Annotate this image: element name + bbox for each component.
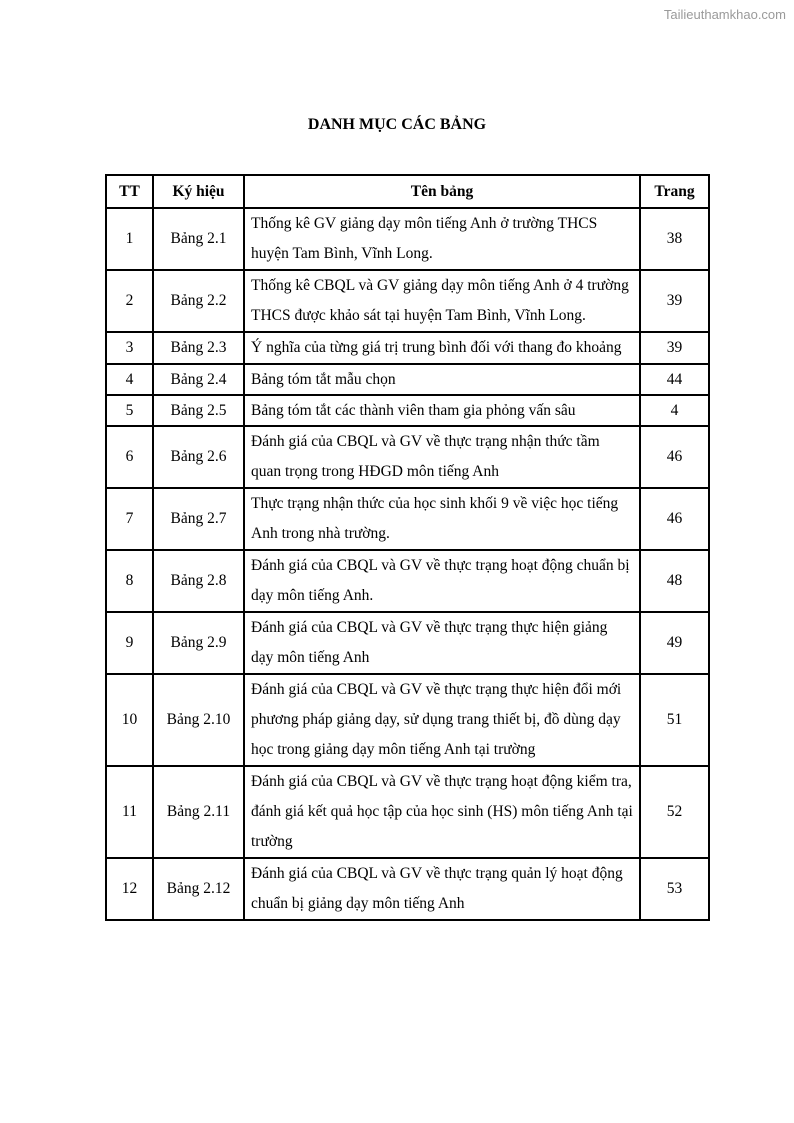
row-page: 53 [641,859,710,921]
table-row [107,551,710,613]
row-page: 44 [641,365,710,396]
row-tt: 10 [107,675,154,767]
row-tt: 5 [107,396,154,427]
row-tt: 3 [107,333,154,365]
row-page: 39 [641,333,710,365]
table-row [107,427,710,489]
row-tt: 9 [107,613,154,675]
table-row [107,396,710,427]
row-page: 48 [641,551,710,613]
row-page: 52 [641,767,710,859]
row-symbol: Bảng 2.6 [154,427,245,489]
row-page: 51 [641,675,710,767]
table-row [107,489,710,551]
row-page: 46 [641,489,710,551]
table-of-tables [105,174,710,921]
table-row [107,859,710,921]
row-name: Bảng tóm tắt mẫu chọn [245,365,641,396]
row-name: Thống kê CBQL và GV giảng dạy môn tiếng Anh ở 4 trường THCS được khảo sát tại huyện Tam Bình, Vĩnh Long. [245,271,641,333]
table-row [107,675,710,767]
row-symbol: Bảng 2.1 [154,209,245,271]
row-tt: 1 [107,209,154,271]
page-title: DANH MỤC CÁC BẢNG [307,116,487,133]
row-page: 49 [641,613,710,675]
row-name: Bảng tóm tắt các thành viên tham gia phỏng vấn sâu [245,396,641,427]
row-symbol: Bảng 2.11 [154,767,245,859]
row-symbol: Bảng 2.9 [154,613,245,675]
row-symbol: Bảng 2.2 [154,271,245,333]
row-symbol: Bảng 2.10 [154,675,245,767]
table-row [107,333,710,365]
row-tt: 12 [107,859,154,921]
row-name: Đánh giá của CBQL và GV về thực trạng nhận thức tầm quan trọng trong HĐGD môn tiếng Anh [245,427,641,489]
table-row [107,365,710,396]
row-name: Đánh giá của CBQL và GV về thực trạng hoạt động chuẩn bị dạy môn tiếng Anh. [245,551,641,613]
row-tt: 7 [107,489,154,551]
row-page: 39 [641,271,710,333]
row-name: Đánh giá của CBQL và GV về thực trạng thực hiện đổi mới phương pháp giảng dạy, sử dụng trang thiết bị, đồ dùng dạy học trong giảng dạy môn tiếng Anh tại trường [245,675,641,767]
header-name: Tên bảng [245,176,641,209]
row-name: Thống kê GV giảng dạy môn tiếng Anh ở trường THCS huyện Tam Bình, Vĩnh Long. [245,209,641,271]
table-row [107,271,710,333]
row-page: 38 [641,209,710,271]
row-name: Đánh giá của CBQL và GV về thực trạng thực hiện giảng dạy môn tiếng Anh [245,613,641,675]
row-tt: 4 [107,365,154,396]
row-name: Đánh giá của CBQL và GV về thực trạng quản lý hoạt động chuẩn bị giảng dạy môn tiếng Anh [245,859,641,921]
table-row [107,767,710,859]
row-name: Đánh giá của CBQL và GV về thực trạng hoạt động kiểm tra, đánh giá kết quả học tập của học sinh (HS) môn tiếng Anh tại trường [245,767,641,859]
row-tt: 6 [107,427,154,489]
row-page: 4 [641,396,710,427]
header-symbol: Ký hiệu [154,176,245,209]
row-symbol: Bảng 2.12 [154,859,245,921]
row-symbol: Bảng 2.7 [154,489,245,551]
row-name: Ý nghĩa của từng giá trị trung bình đối với thang đo khoảng [245,333,641,365]
row-page: 46 [641,427,710,489]
table-row [107,613,710,675]
row-symbol: Bảng 2.8 [154,551,245,613]
row-name: Thực trạng nhận thức của học sinh khối 9 về việc học tiếng Anh trong nhà trường. [245,489,641,551]
watermark: Tailieuthamkhao.com [663,7,786,22]
row-tt: 2 [107,271,154,333]
header-page: Trang [641,176,710,209]
row-symbol: Bảng 2.5 [154,396,245,427]
row-tt: 11 [107,767,154,859]
row-symbol: Bảng 2.3 [154,333,245,365]
table-header-row [107,176,710,209]
table-row [107,209,710,271]
header-tt: TT [107,176,154,209]
row-tt: 8 [107,551,154,613]
row-symbol: Bảng 2.4 [154,365,245,396]
